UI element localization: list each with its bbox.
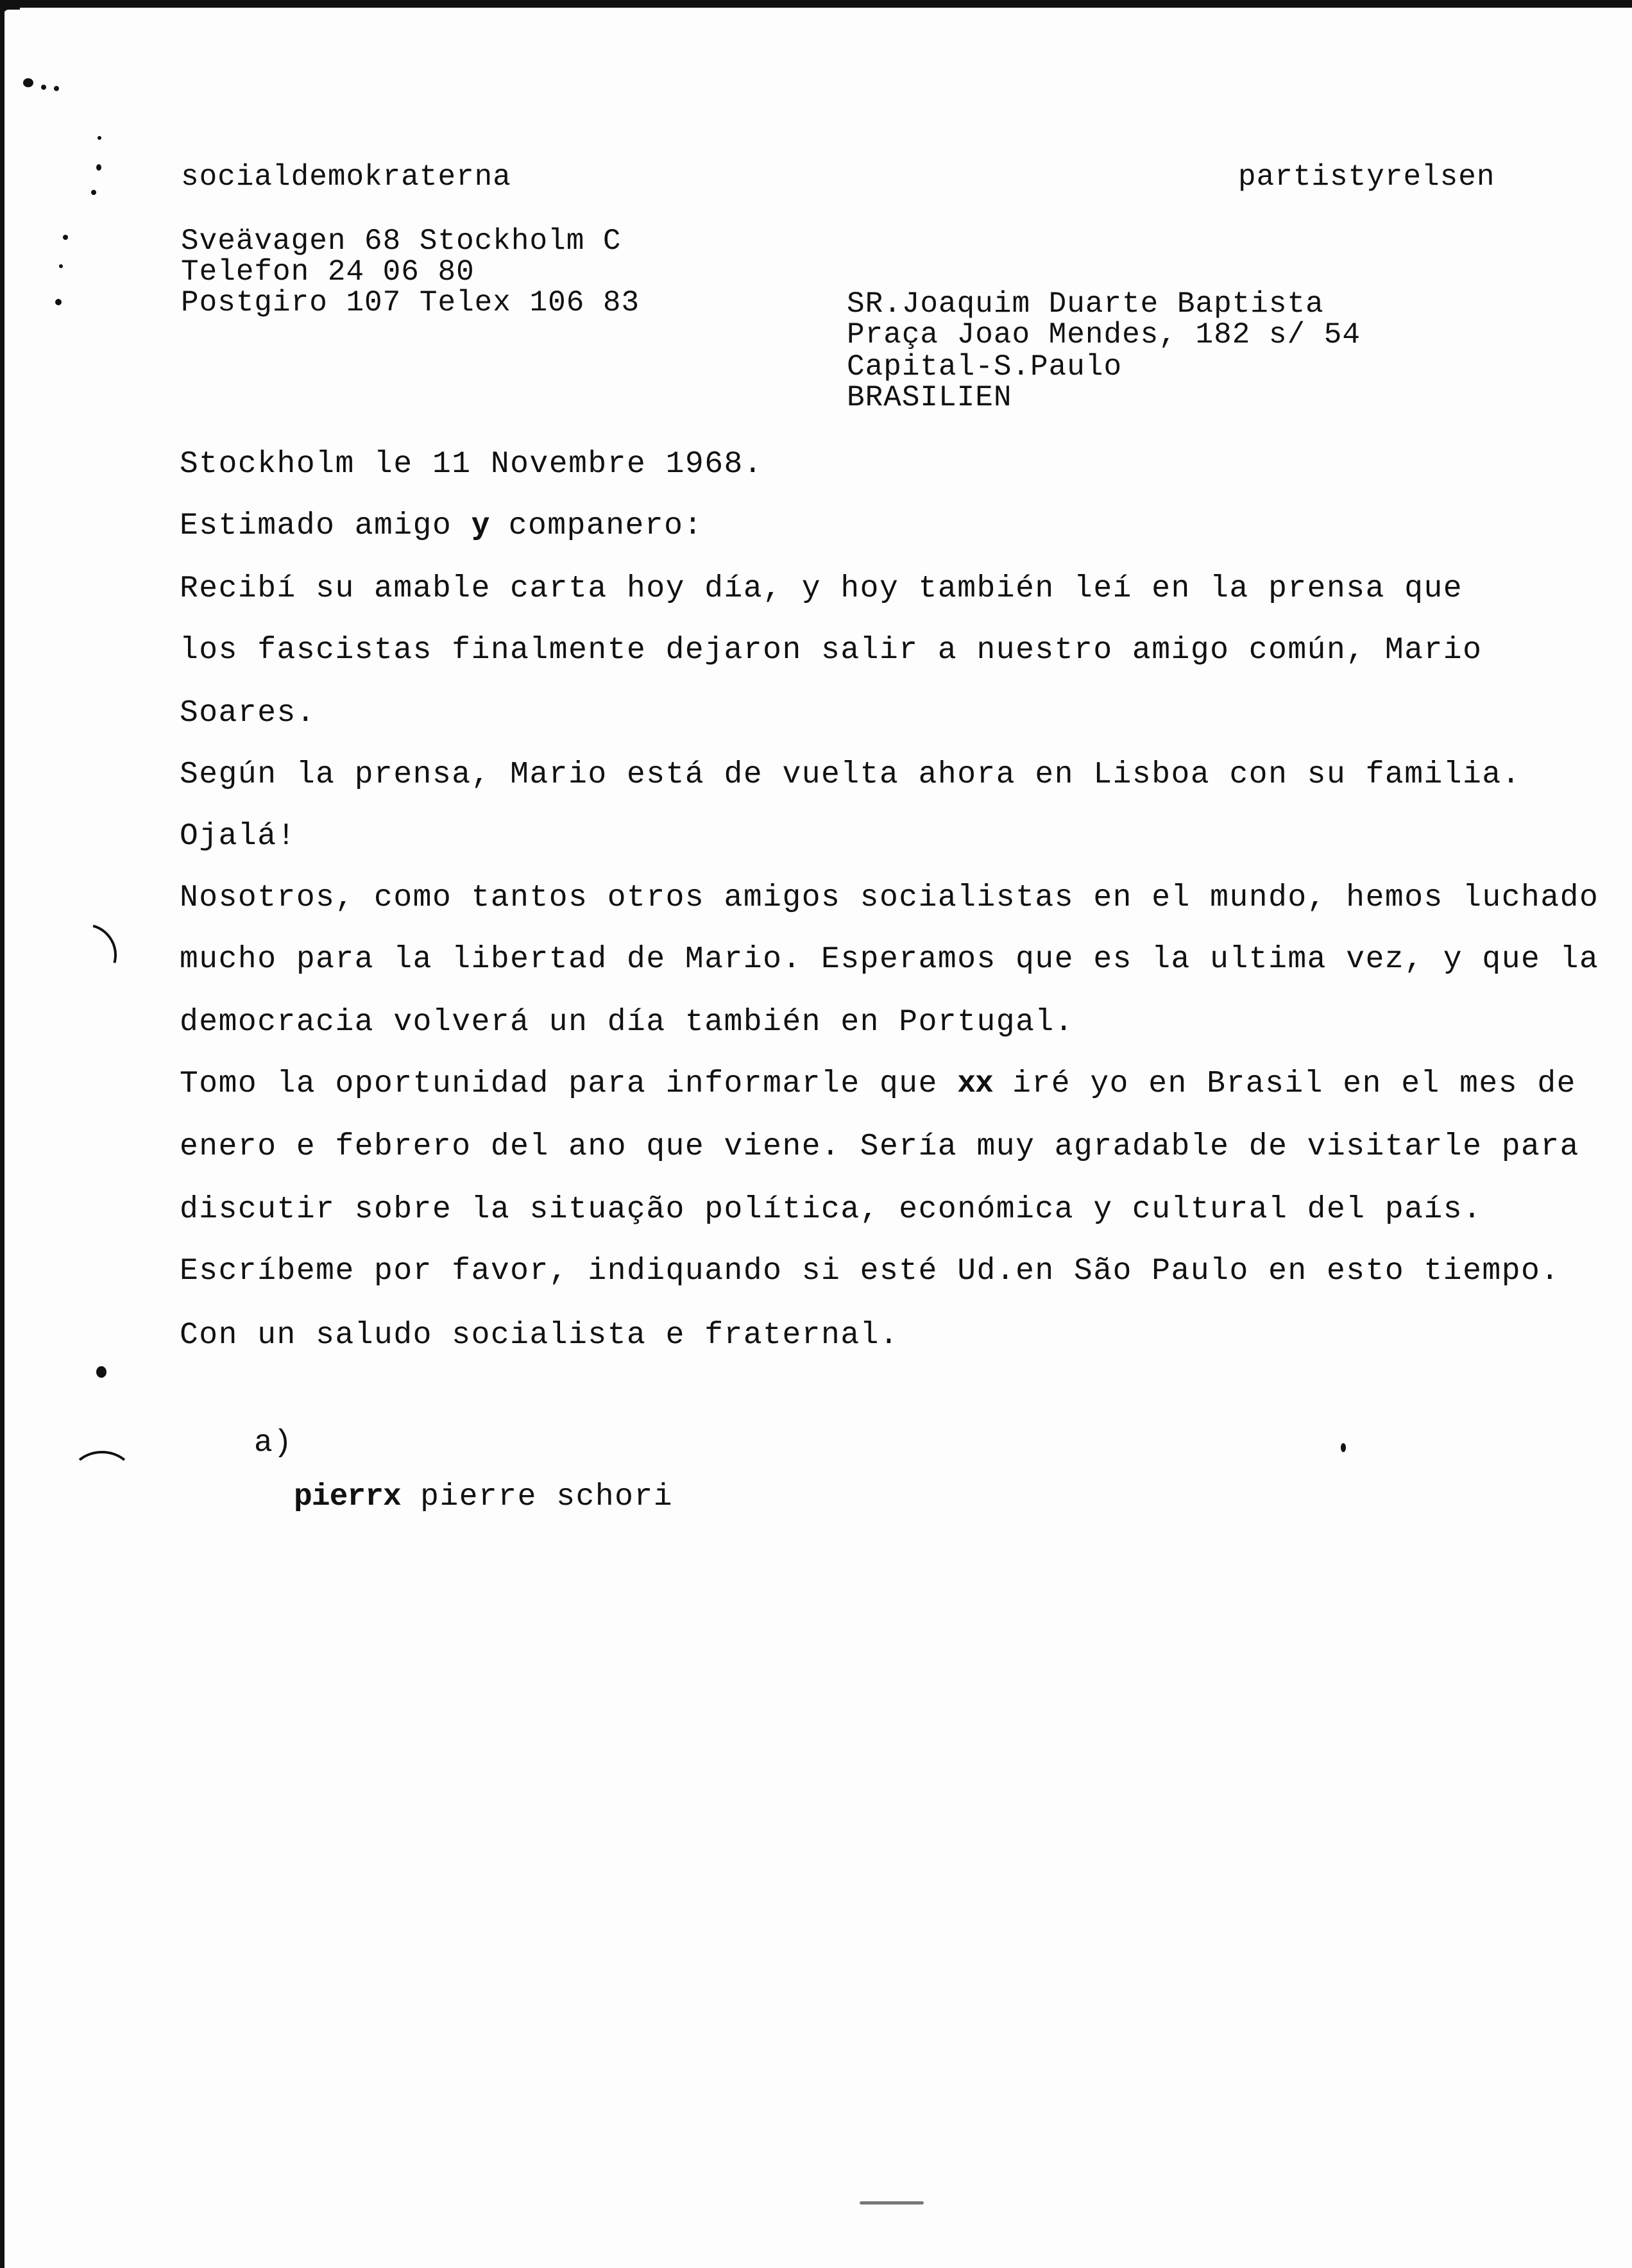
signature-name: pierre schori: [400, 1480, 674, 1514]
letter-date: Stockholm le 11 Novembre 1968.: [180, 447, 763, 482]
body-line: enero e febrero del ano que viene. Sería muy agradable de visitarle para: [180, 1130, 1579, 1164]
body-line: Ojalá!: [180, 819, 296, 854]
punch-mark: [54, 86, 59, 91]
body-line: los fascistas finalmente dejaron salir a nuestro amigo común, Mario: [180, 633, 1483, 668]
organization-name: socialdemokraterna: [181, 160, 511, 194]
scan-edge-top: [0, 0, 1632, 8]
scan-edge-left: [0, 0, 4, 2268]
line-start: Tomo la oportunidad para informarle que: [180, 1067, 958, 1101]
struck-word: pierrx: [294, 1480, 401, 1514]
speck: [91, 190, 96, 195]
recipient-country: BRASILIEN: [847, 381, 1012, 414]
body-line: discutir sobre la situação política, económica y cultural del país.: [180, 1192, 1483, 1227]
signature-marker: a): [254, 1426, 293, 1460]
salutation-end: companero:: [489, 509, 703, 543]
body-line: Recibí su amable carta hoy día, y hoy también leí en la prensa que: [180, 571, 1463, 606]
body-line: [180, 1066, 1576, 1102]
speck: [1341, 1443, 1346, 1452]
sender-giro-telex: Postgiro 107 Telex 106 83: [181, 286, 640, 319]
speck: [59, 264, 63, 268]
punch-arc: [42, 912, 128, 998]
speck: [98, 136, 101, 140]
salutation: [180, 508, 703, 544]
speck: [55, 299, 62, 305]
line-end: iré yo en Brasil en el mes de: [992, 1067, 1576, 1101]
recipient-city: Capital-S.Paulo: [847, 350, 1123, 384]
recipient-street: Praça Joao Mendes, 182 s/ 54: [847, 318, 1361, 351]
salutation-start: Estimado amigo: [180, 509, 472, 543]
body-line: Nosotros, como tantos otros amigos socialistas en el mundo, hemos luchado: [180, 881, 1599, 915]
speck: [96, 164, 101, 171]
struck-word: y: [471, 509, 489, 543]
speck: [63, 235, 68, 240]
sender-address: Sveävagen 68 Stockholm C: [181, 224, 622, 258]
punch-mark: [23, 78, 33, 87]
department-name: partistyrelsen: [1238, 160, 1495, 194]
struck-word: xx: [957, 1067, 993, 1101]
punch-arc: [71, 1451, 133, 1501]
signature: [294, 1479, 673, 1515]
body-line: democracia volverá un día también en Portugal.: [180, 1005, 1075, 1040]
sender-phone: Telefon 24 06 80: [181, 255, 475, 289]
body-line: mucho para la libertad de Mario. Esperamos que es la ultima vez, y que la: [180, 942, 1599, 977]
closing-line: Con un saludo socialista e fraternal.: [180, 1318, 899, 1353]
smudge: [860, 2201, 924, 2205]
punch-mark: [96, 1366, 106, 1378]
body-line: Escríbeme por favor, indiquando si esté Ud.en São Paulo en esto tiempo.: [180, 1254, 1560, 1289]
body-line: Soares.: [180, 696, 316, 731]
scan-edge-corner: [0, 6, 20, 25]
recipient-name: SR.Joaquim Duarte Baptista: [847, 287, 1324, 321]
body-line: Según la prensa, Mario está de vuelta ahora en Lisboa con su familia.: [180, 757, 1522, 792]
punch-mark: [41, 85, 46, 90]
